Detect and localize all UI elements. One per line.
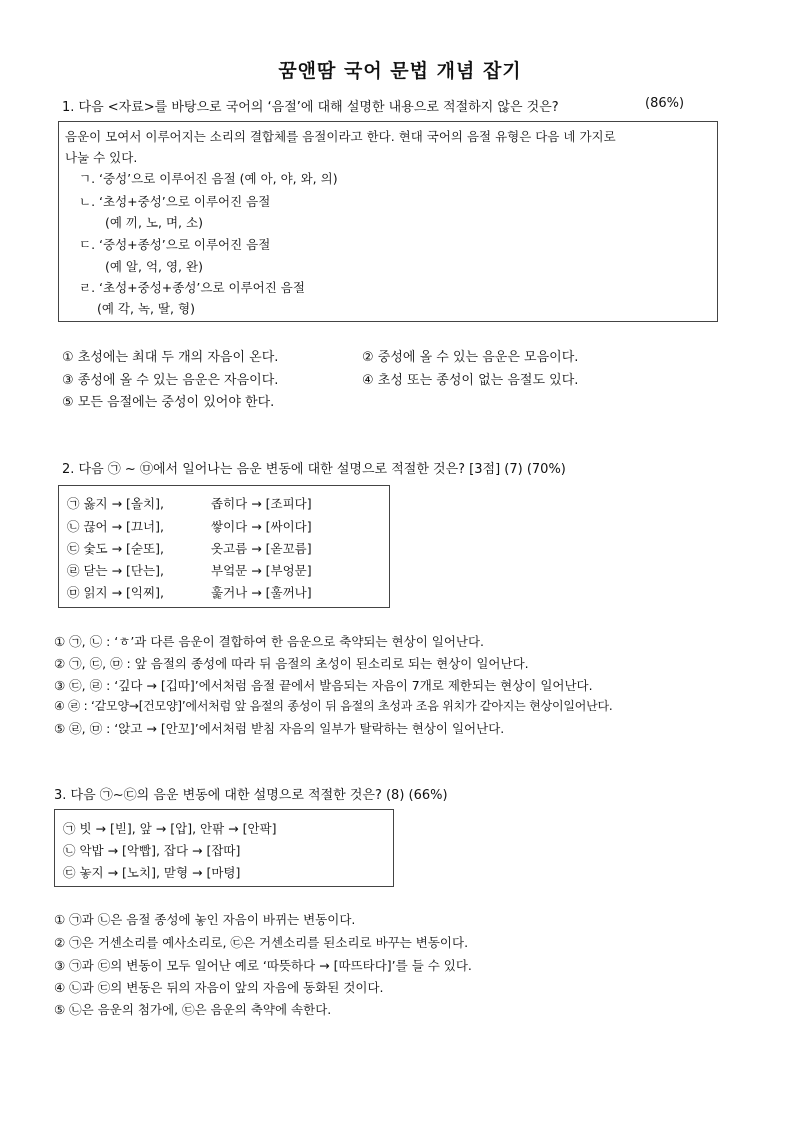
question-1-rate: (86%) xyxy=(645,96,685,111)
q2-box-left: ㉤ 읽지 → [익찌], xyxy=(67,585,164,600)
q3-option-5[interactable]: ⑤ ㉡은 음운의 첨가에, ㉢은 음운의 축약에 속한다. xyxy=(54,1002,332,1017)
q1-option-3[interactable]: ③ 종성에 올 수 있는 음운은 자음이다. xyxy=(62,373,279,388)
q2-box-right: 옷고름 → [옫꼬름] xyxy=(211,541,312,556)
q1-option-4[interactable]: ④ 초성 또는 종성이 없는 음절도 있다. xyxy=(362,373,579,388)
q2-box-right: 부엌문 → [부엉문] xyxy=(211,563,312,578)
q3-box-line: ㉡ 악밥 → [악빱], 잡다 → [잡따] xyxy=(63,843,241,858)
q1-material-box xyxy=(58,121,718,322)
question-1: 1. 다음 <자료>를 바탕으로 국어의 ‘음절’에 대해 설명한 내용으로 적절하지 않은 것은? xyxy=(62,100,559,115)
q2-option-4[interactable]: ④ ㉣ : ‘같모양→[건모양]’에서처럼 앞 음절의 종성이 뒤 음절의 초성과 조음 위치가 같아지는 현상이일어난다. xyxy=(54,699,613,713)
q1-box-line: (예 각, 녹, 딸, 형) xyxy=(97,301,195,316)
q1-box-line: ㄷ. ‘중성+종성’으로 이루어진 음절 xyxy=(79,237,271,252)
q3-option-4[interactable]: ④ ㉡과 ㉢의 변동은 뒤의 자음이 앞의 자음에 동화된 것이다. xyxy=(54,980,384,995)
q2-box-right: 쌓이다 → [싸이다] xyxy=(211,519,312,534)
q1-box-line: ㄹ. ‘초성+중성+종성’으로 이루어진 음절 xyxy=(79,280,305,295)
q1-option-2[interactable]: ② 중성에 올 수 있는 음운은 모음이다. xyxy=(362,350,579,365)
q2-example-box xyxy=(58,485,390,608)
q2-box-left: ㉠ 옳지 → [올치], xyxy=(67,496,164,511)
q1-box-line: 음운이 모여서 이루어지는 소리의 결합체를 음절이라고 한다. 현대 국어의 음절 유형은 다음 네 가지로 xyxy=(65,129,616,144)
q2-option-5[interactable]: ⑤ ㉣, ㉤ : ‘앉고 → [안꼬]’에서처럼 받침 자음의 일부가 탈락하는 현상이 일어난다. xyxy=(54,721,505,736)
q3-option-1[interactable]: ① ㉠과 ㉡은 음절 종성에 놓인 자음이 바뀌는 변동이다. xyxy=(54,912,356,927)
q2-box-left: ㉣ 닫는 → [단는], xyxy=(67,563,164,578)
question-2: 2. 다음 ㉠ ~ ㉤에서 일어나는 음운 변동에 대한 설명으로 적절한 것은? [3점] (7) (70%) xyxy=(62,462,566,477)
q1-box-line: (예 알, 억, 영, 완) xyxy=(105,259,203,274)
q3-option-2[interactable]: ② ㉠은 거센소리를 예사소리로, ㉢은 거센소리를 된소리로 바꾸는 변동이다. xyxy=(54,935,469,950)
q2-box-left: ㉢ 숯도 → [숟또], xyxy=(67,541,164,556)
q1-box-line: ㄴ. ‘초성+중성’으로 이루어진 음절 xyxy=(79,194,271,209)
q1-box-line: 나눌 수 있다. xyxy=(65,150,138,165)
q1-option-5[interactable]: ⑤ 모든 음절에는 중성이 있어야 한다. xyxy=(62,395,275,410)
q1-box-line: ㄱ. ‘중성’으로 이루어진 음절 (예 아, 야, 와, 의) xyxy=(79,171,338,186)
q3-box-line: ㉠ 빗 → [빋], 앞 → [압], 안팎 → [안팍] xyxy=(63,821,277,836)
q1-box-line: (예 끼, 노, 며, 소) xyxy=(105,215,203,230)
q2-option-2[interactable]: ② ㉠, ㉢, ㉤ : 앞 음절의 종성에 따라 뒤 음절의 초성이 된소리로 되는 현상이 일어난다. xyxy=(54,656,529,671)
q2-option-1[interactable]: ① ㉠, ㉡ : ‘ㅎ’과 다른 음운이 결합하여 한 음운으로 축약되는 현상이 일어난다. xyxy=(54,634,485,649)
q3-box-line: ㉢ 놓지 → [노치], 맏형 → [마텽] xyxy=(63,865,241,880)
question-3: 3. 다음 ㉠~㉢의 음운 변동에 대한 설명으로 적절한 것은? (8) (66%) xyxy=(54,788,448,803)
q2-box-right: 훑거나 → [훌꺼나] xyxy=(211,585,312,600)
q1-option-1[interactable]: ① 초성에는 최대 두 개의 자음이 온다. xyxy=(62,350,279,365)
q2-box-left: ㉡ 끊어 → [끄너], xyxy=(67,519,164,534)
page-title: 꿈앤땀 국어 문법 개념 잡기 xyxy=(278,60,522,82)
q2-option-3[interactable]: ③ ㉢, ㉣ : ‘깊다 → [깁따]’에서처럼 음절 끝에서 발음되는 자음이 7개로 제한되는 현상이 일어난다. xyxy=(54,678,593,693)
q3-example-box xyxy=(54,809,394,887)
q2-box-right: 좁히다 → [조피다] xyxy=(211,496,312,511)
q3-option-3[interactable]: ③ ㉠과 ㉢의 변동이 모두 일어난 예로 ‘따뜻하다 → [따뜨타다]’를 들 수 있다. xyxy=(54,958,472,973)
